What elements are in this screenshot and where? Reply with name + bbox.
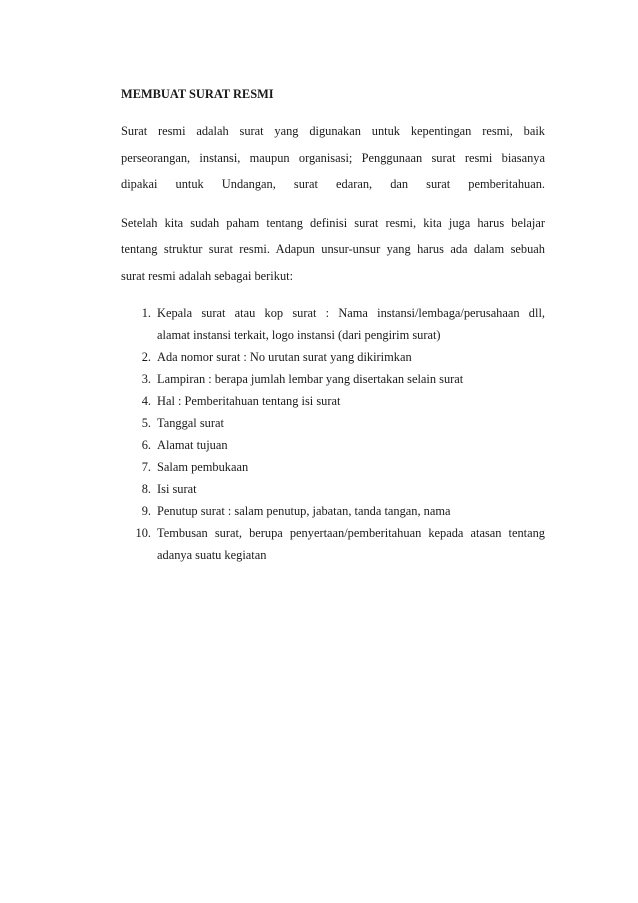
list-item-text: Tanggal surat (157, 416, 224, 430)
list-item (121, 456, 545, 478)
paragraph-definition (121, 118, 545, 198)
list-item-text: Penutup surat : salam penutup, jabatan, tanda tangan, nama (157, 504, 451, 518)
paragraph-line: Setelah kita sudah paham tentang definisi surat resmi, kita juga harus belajar (121, 215, 545, 230)
list-item-text: Salam pembukaan (157, 460, 249, 474)
list-item (121, 368, 545, 390)
paragraph-structure (121, 210, 545, 290)
list-item (121, 434, 545, 456)
list-item-number: 6. (141, 438, 151, 452)
list-item-number: 2. (141, 350, 151, 364)
structure-list (121, 302, 545, 566)
list-item-number: 4. (141, 394, 151, 408)
paragraph-line: Surat resmi adalah surat yang digunakan untuk kepentingan resmi, baik (121, 124, 545, 138)
list-item (121, 500, 545, 522)
list-item-text: Ada nomor surat : No urutan surat yang dikirimkan (157, 350, 412, 364)
list-item (121, 478, 545, 500)
list-item-text: Lampiran : berapa jumlah lembar yang disertakan selain surat (157, 372, 464, 386)
list-item-number: 7. (141, 460, 151, 474)
list-item-number: 8. (141, 482, 151, 496)
list-item (121, 390, 545, 412)
paragraph-line: perseorangan, instansi, maupun organisasi; Penggunaan surat resmi biasanya (121, 150, 545, 165)
list-item-text: Hal : Pemberitahuan tentang isi surat (157, 394, 341, 408)
list-item-number: 5. (141, 416, 151, 430)
list-item (121, 412, 545, 434)
list-item-text: Kepala surat atau kop surat : Nama instansi/lembaga/perusahaan dll, (157, 306, 545, 320)
list-item-text-continued: adanya suatu kegiatan (157, 548, 267, 562)
list-item (121, 346, 545, 368)
document-title: MEMBUAT SURAT RESMI (121, 87, 274, 101)
list-item-text: Isi surat (157, 482, 197, 496)
list-item (121, 302, 545, 346)
list-item (121, 522, 545, 566)
list-item-number: 3. (141, 372, 151, 386)
paragraph-line: surat resmi adalah sebagai berikut: (121, 268, 294, 283)
paragraph-line: tentang struktur surat resmi. Adapun unsur-unsur yang harus ada dalam sebuah (121, 242, 545, 256)
document-page (121, 86, 545, 566)
list-item-number: 1. (141, 306, 151, 320)
list-item-number: 10. (135, 526, 151, 540)
paragraph-line: dipakai untuk Undangan, surat edaran, dan surat pemberitahuan. (121, 177, 545, 191)
list-item-text: Tembusan surat, berupa penyertaan/pemberitahuan kepada atasan tentang (157, 526, 545, 540)
list-item-text: Alamat tujuan (157, 438, 228, 452)
list-item-number: 9. (141, 504, 151, 518)
list-item-text-continued: alamat instansi terkait, logo instansi (dari pengirim surat) (157, 328, 441, 342)
